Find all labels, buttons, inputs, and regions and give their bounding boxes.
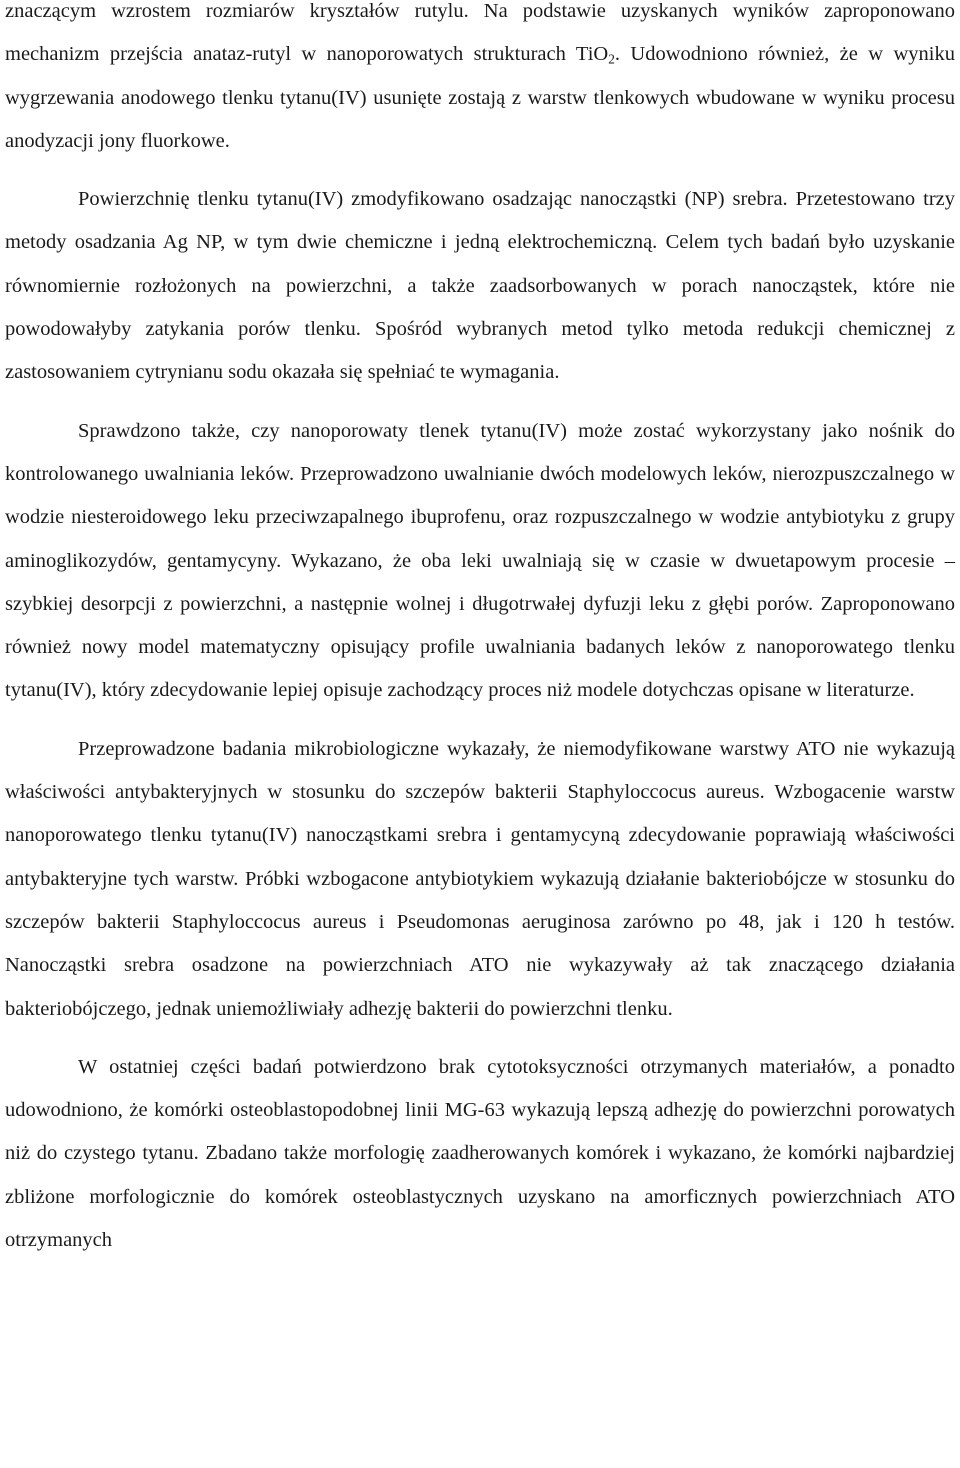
paragraph-2: Powierzchnię tlenku tytanu(IV) zmodyfikowano osadzając nanocząstki (NP) srebra. Przetestowano trzy metody osadzania Ag NP, w tym dwie chemiczne i jedną elektrochemiczną. Celem tych badań było uzyskanie równomiernie rozłożonych na powierzchni, a także zaadsorbowanych w porach nanocząstek, które nie powodowałyby zatykania porów tlenku. Spośród wybranych metod tylko metoda redukcji chemicznej z zastosowaniem cytrynianu sodu okazała się spełniać te wymagania. bbox=[5, 188, 955, 384]
paragraph-5: W ostatniej części badań potwierdzono brak cytotoksyczności otrzymanych materiałów, a ponadto udowodniono, że komórki osteoblastopodobnej linii MG-63 wykazują lepszą adhezję do powierzchni porowatych niż do czystego tytanu. Zbadano także morfologię zaadherowanych komórek i wykazano, że komórki najbardziej zbliżone morfologicznie do komórek osteoblastycznych uzyskano na amorficznych powierzchniach ATO otrzymanych bbox=[5, 1055, 955, 1252]
paragraph-1-tail: . Udowodniono również, że w wyniku wygrzewania anodowego tlenku tytanu(IV) usunięte zostają z warstw tlenkowych wbudowane w wyniku procesu anodyzacji jony fluorkowe. bbox=[5, 43, 955, 152]
paragraph-1-subscript: 2 bbox=[608, 51, 615, 67]
paragraph-4: Przeprowadzone badania mikrobiologiczne wykazały, że niemodyfikowane warstwy ATO nie wykazują właściwości antybakteryjnych w stosunku do szczepów bakterii Staphyloccocus aureus. Wzbogacenie warstw nanoporowatego tlenku tytanu(IV) nanocząstkami srebra i gentamycyną zdecydowanie poprawiają właściwości antybakteryjne tych warstw. Próbki wzbogacone antybiotykiem wykazują działanie bakteriobójcze w stosunku do szczepów bakterii Staphyloccocus aureus i Pseudomonas aeruginosa zarówno po 48, jak i 120 h testów. Nanocząstki srebra osadzone na powierzchniach ATO nie wykazywały aż tak znaczącego działania bakteriobójczego, jednak uniemożliwiały adhezję bakterii do powierzchni tlenku. bbox=[5, 737, 955, 1020]
paragraph-1 bbox=[5, 0, 955, 163]
paragraph-3: Sprawdzono także, czy nanoporowaty tlenek tytanu(IV) może zostać wykorzystany jako nośnik do kontrolowanego uwalniania leków. Przeprowadzono uwalnianie dwóch modelowych leków, nierozpuszczalnego w wodzie niesteroidowego leku przeciwzapalnego ibuprofenu, oraz rozpuszczalnego w wodzie antybiotyku z grupy aminoglikozydów, gentamycyny. Wykazano, że oba leki uwalniają się w czasie w dwuetapowym procesie – szybkiej desorpcji z powierzchni, a następnie wolnej i długotrwałej dyfuzji leku z głębi porów. Zaproponowano również nowy model matematyczny opisujący profile uwalniania badanych leków z nanoporowatego tlenku tytanu(IV), który zdecydowanie lepiej opisuje zachodzący proces niż modele dotychczas opisane w literaturze. bbox=[5, 419, 955, 702]
paragraph-1-lead: znaczącym wzrostem rozmiarów kryształów rutylu. Na podstawie uzyskanych wyników zaproponowano mechanizm przejścia anataz-rutyl w nanoporowatych strukturach TiO bbox=[5, 0, 955, 66]
document-page bbox=[5, 0, 955, 1262]
